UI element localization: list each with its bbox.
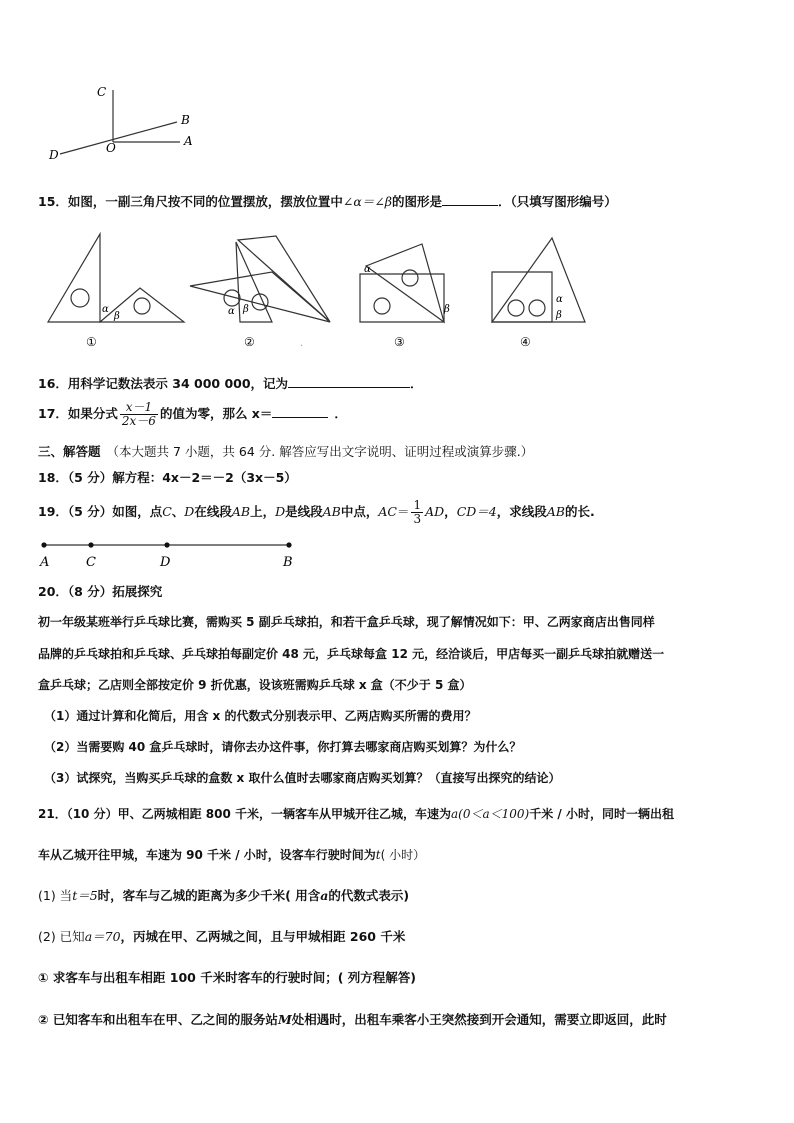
q19-fraction: $\frac{1}{3}$ (413, 498, 422, 526)
label-A: A (184, 134, 193, 148)
figure-label-4: ④ (520, 335, 531, 349)
svg-text:β: β (444, 304, 450, 315)
q19-text: 19．（5 分）如图，点C、D在线段AB上，D是线段AB中点，AC＝ $\frac{1}{3}$ AD，CD＝4，求线段AB的长. (38, 498, 595, 526)
svg-text:α: α (228, 306, 235, 317)
q20-item-3: （3）试探究，当购买乒乓球的盒数 x 取什么值时去哪家商店购买划算？（直接写出探究的结论） (44, 771, 561, 785)
label-C: C (97, 85, 107, 99)
q16-text: 16．用科学记数法表示 34 000 000，记为 ． (38, 376, 423, 391)
q21-sub-1: (1) 当t＝5时，客车与乙城的距离为多少千米( 用含a的代数式表示) (38, 888, 410, 903)
q18-text: 18．（5 分）解方程：4x－2＝－2（3x－5） (38, 470, 297, 485)
figure-4 (492, 238, 585, 322)
svg-text:β: β (556, 310, 562, 321)
svg-text:α: α (556, 294, 563, 305)
figure-2 (190, 236, 330, 322)
svg-text:α: α (364, 264, 371, 275)
point-A: A (40, 555, 50, 570)
point-D: D (160, 555, 171, 570)
q20-para-1: 初一年级某班举行乒乓球比赛，需购买 5 副乒乓球拍，和若干盒乒乓球，现了解情况如下：甲、乙两家商店出售同样 (38, 615, 655, 629)
point-C: C (86, 555, 96, 570)
figure-3 (360, 244, 444, 322)
q15-answer-blank[interactable] (442, 193, 498, 206)
figure-1 (48, 234, 184, 322)
q21-line-2: 车从乙城开往甲城，车速为 90 千米 / 小时，设客车行驶时间为t( 小时） (38, 848, 426, 862)
svg-text:β: β (114, 311, 120, 322)
q21-circle-2: ② 已知客车和出租车在甲、乙之间的服务站M处相遇时，出租车乘客小王突然接到开会通知，需要立即返回，此时 (38, 1012, 667, 1027)
q16-answer-blank[interactable] (288, 375, 410, 388)
q17-answer-blank[interactable] (272, 405, 328, 418)
figure-label-2: ② (244, 335, 255, 349)
segment-figure (36, 536, 306, 572)
triangle-figures (40, 228, 600, 356)
label-B: B (181, 113, 190, 127)
q20-item-2: （2）当需要购 40 盒乒乓球时，请你去办这件事，你打算去哪家商店购买划算？为什么？ (44, 740, 522, 754)
q20-title: 20．（8 分）拓展探究 (38, 584, 163, 599)
point-B: B (283, 555, 293, 570)
q15-text: 15．如图，一副三角尺按不同的位置摆放，摆放位置中∠α＝∠β的图形是 ．（只填写图形编号） (38, 194, 617, 209)
q20-para-3: 盒乒乓球；乙店则全部按定价 9 折优惠，设该班需购乒乓球 x 盒（不少于 5 盒） (38, 678, 472, 692)
q21-circle-1: ① 求客车与出租车相距 100 千米时客车的行驶时间；( 列方程解答) (38, 970, 417, 985)
svg-text:.: . (300, 338, 304, 349)
angle-figure (40, 78, 210, 166)
label-D: D (49, 148, 59, 162)
q20-para-2: 品牌的乒乓球拍和乒乓球、乒乓球拍每副定价 48 元，乒乓球每盒 12 元，经洽谈后，甲店每买一副乒乓球拍就赠送一 (38, 647, 665, 661)
q21-sub-2: (2) 已知a＝70，丙城在甲、乙两城之间，且与甲城相距 260 千米 (38, 929, 406, 944)
q21-line-1: 21．（10 分）甲、乙两城相距 800 千米，一辆客车从甲城开往乙城，车速为a(0＜a＜100)千米 / 小时，同时一辆出租 (38, 807, 674, 821)
q17-text: 17．如果分式 $\frac{x-1}{2x-6}$ 的值为零，那么 x＝ ． (38, 400, 347, 428)
label-O: O (106, 141, 116, 155)
svg-text:α: α (102, 304, 109, 315)
figure-label-1: ① (86, 335, 97, 349)
section-title: 三、解答题 （本大题共 7 小题，共 64 分. 解答应写出文字说明、证明过程或演算步骤.） (38, 444, 534, 459)
q17-fraction: $\frac{x-1}{2x-6}$ (121, 400, 156, 428)
svg-text:β: β (243, 304, 249, 315)
figure-label-3: ③ (394, 335, 405, 349)
q20-item-1: （1）通过计算和化简后，用含 x 的代数式分别表示甲、乙两店购买所需的费用？ (44, 709, 477, 723)
